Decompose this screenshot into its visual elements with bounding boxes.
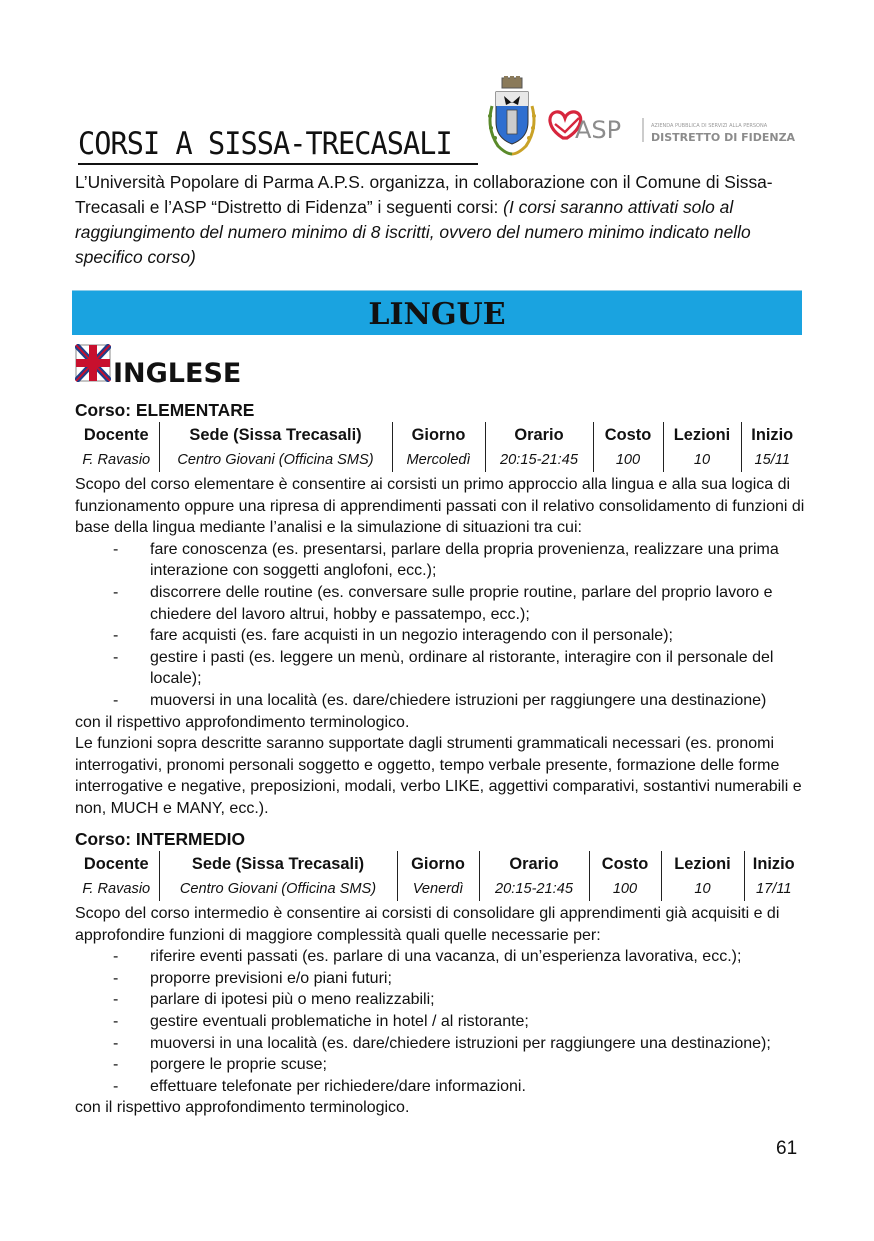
list-item: - muoversi in una località (es. dare/chiedere istruzioni per raggiungere una destinazione); [75,1033,795,1055]
language-heading [75,341,242,389]
cell-costo: 100 [593,448,663,472]
page-title: CORSI A SISSA-TRECASALI [78,126,452,162]
section-title: LINGUE [368,296,506,332]
course-description: Scopo del corso elementare è consentire ai corsisti un primo approccio alla lingua e alla sua logica di funzionamento oppure una ripresa di apprendimenti passati con il relativo consolidamento di funzioni di base della lingua mediante l’analisi e la simulazione di situazioni tra cui: [75,476,805,537]
col-header-inizio: Inizio [744,851,803,877]
cell-sede: Centro Giovani (Officina SMS) [159,877,397,901]
list-item: - fare conoscenza (es. presentarsi, parlare della propria provenienza, realizzare una prima interazione con soggetti anglofoni, ecc.); [75,539,795,582]
asp-logo [545,108,795,154]
course-heading-elementare: Corso: ELEMENTARE [75,400,255,420]
cell-giorno: Venerdì [397,877,479,901]
intro-note: (I corsi saranno attivati solo al raggiungimento del numero minimo di 8 iscritti, ovvero del numero minimo indicato nello specifico corso) [75,197,751,267]
col-header-costo: Costo [589,851,661,877]
list-item: - gestire eventuali problematiche in hotel / al ristorante; [75,1011,795,1033]
table-row [74,448,803,472]
cell-orario: 20:15-21:45 [479,877,589,901]
list-item: - porgere le proprie scuse; [75,1054,795,1076]
list-item: - muoversi in una località (es. dare/chiedere istruzioni per raggiungere una destinazione) [75,690,795,712]
list-item: - gestire i pasti (es. leggere un menù, ordinare al ristorante, interagire con il personale del locale); [75,647,795,690]
topic-list [75,946,820,1097]
list-item: - effettuare telefonate per richiedere/dare informazioni. [75,1076,795,1098]
cell-inizio: 15/11 [741,448,803,472]
course-after-text: con il rispettivo approfondimento terminologico. [75,1099,410,1117]
col-header-lezioni: Lezioni [661,851,744,877]
col-header-lezioni: Lezioni [663,422,741,448]
course-description: Scopo del corso intermedio è consentire ai corsisti di consolidare gli apprendimenti già acquisiti e di approfondire funzioni di maggiore complessità quali quelle necessarie per: [75,905,780,944]
list-item: - riferire eventi passati (es. parlare di una vacanza, di un’esperienza lavorativa, ecc.); [75,946,795,968]
svg-text:AZIENDA PUBBLICA DI SERVIZI AL: AZIENDA PUBBLICA DI SERVIZI ALLA PERSONA [651,123,768,129]
col-header-orario: Orario [485,422,593,448]
cell-lezioni: 10 [663,448,741,472]
col-header-giorno: Giorno [392,422,485,448]
svg-text:DISTRETTO DI FIDENZA: DISTRETTO DI FIDENZA [651,131,795,144]
cell-docente: F. Ravasio [82,452,151,468]
course-body-intermedio [75,903,820,1119]
list-item: - discorrere delle routine (es. conversare sulle proprie routine, parlare del proprio lavoro e chiedere del lavoro altrui, hobby e passatempo, ecc.); [75,582,795,625]
cell-orario: 20:15-21:45 [485,448,593,472]
list-item: - proporre previsioni e/o piani futuri; [75,968,795,990]
municipal-crest-icon [482,76,542,160]
list-item: - parlare di ipotesi più o meno realizzabili; [75,989,795,1011]
course-table-intermedio [74,851,803,901]
cell-inizio: 17/11 [744,877,803,901]
cell-costo: 100 [589,877,661,901]
col-header-orario: Orario [479,851,589,877]
col-header-docente: Docente [83,425,149,444]
col-header-inizio: Inizio [741,422,803,448]
course-heading-intermedio: Corso: INTERMEDIO [75,829,246,849]
intro-paragraph: L’Università Popolare di Parma A.P.S. organizza, in collaborazione con il Comune di Sissa- Trecasali e l’ASP “Distretto di Fidenza” i seguenti corsi: (I corsi saranno attivati solo al raggiungimento del numero minimo di 8 iscritti, ovvero del numero minimo indicato nello specifico corso) [75,172,773,267]
language-title: INGLESE [113,357,242,389]
topic-list [75,539,820,712]
course-extra-text: Le funzioni sopra descritte saranno supportate dagli strumenti grammaticali necessari (es. pronomi interrogativi, pronomi personali soggetto e oggetto, tempo verbale presente, formazione delle forme interrogative e negative, preposizioni, modali, verbo LIKE, aggettivi comparativi, sostantivi numerabili e non, MUCH e MANY, ecc.). [75,735,802,817]
section-banner [72,290,802,335]
list-item: - fare acquisti (es. fare acquisti in un negozio interagendo con il personale); [75,625,795,647]
col-header-sede: Sede (Sissa Trecasali) [159,851,397,877]
svg-text:ASP: ASP [575,116,622,144]
cell-giorno: Mercoledì [392,448,485,472]
table-row [74,877,803,901]
course-after-text: con il rispettivo approfondimento terminologico. [75,713,410,731]
col-header-giorno: Giorno [397,851,479,877]
course-table-elementare [74,422,803,472]
title-underline [78,163,478,165]
cell-docente: F. Ravasio [82,881,151,897]
cell-sede: Centro Giovani (Officina SMS) [159,448,392,472]
col-header-docente: Docente [83,854,149,873]
col-header-costo: Costo [593,422,663,448]
cell-lezioni: 10 [661,877,744,901]
col-header-sede: Sede (Sissa Trecasali) [159,422,392,448]
page-number: 61 [776,1138,798,1159]
uk-flag-icon [75,344,111,382]
course-body-elementare [75,474,820,820]
